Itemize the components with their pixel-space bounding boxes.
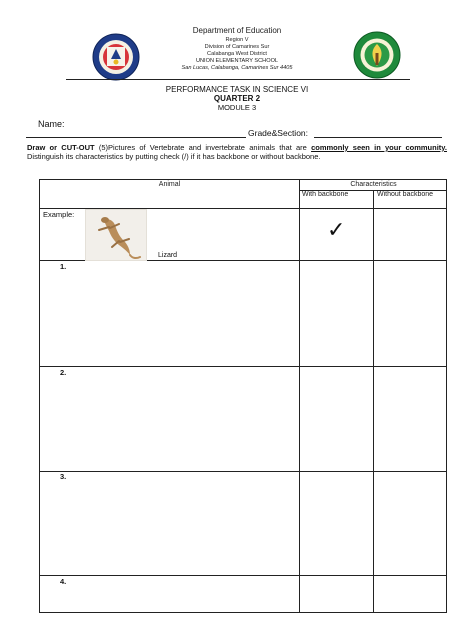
instructions-text-1: (5)Pictures of Vertebrate and invertebrate animals that are [94,143,312,152]
grade-section-field[interactable] [314,128,442,138]
column-header-characteristics: Characteristics [350,181,397,188]
check-mark-icon: ✓ [327,218,346,243]
row-number-4: 4. [60,577,67,586]
row-number-3: 3. [60,472,67,481]
name-field[interactable] [26,128,246,138]
column-header-without-backbone: Without backbone [377,191,434,198]
header-divider [66,79,410,80]
school-address: San Lucas, Calabanga, Camarines Sur 4405 [181,65,293,71]
name-grade-row [26,128,450,140]
instructions-text-2: Distinguish its characteristics by putting check (/) if it has backbone or without backbone. [27,151,321,161]
name-label: Name: [38,119,65,129]
instructions [27,144,447,161]
page-title: PERFORMANCE TASK IN SCIENCE VI [165,85,309,94]
grade-section-label: Grade&Section: [248,128,309,138]
division-name: Division of Camarines Sur [204,44,270,50]
row-number-1: 1. [60,262,67,271]
lizard-photo [85,209,147,261]
school-name: UNION ELEMENTARY SCHOOL [195,58,279,64]
instructions-lead: Draw or CUT-OUT [27,143,95,152]
instructions-emphasis: commonly seen in your community. [311,143,448,152]
lizard-icon [86,210,147,261]
example-animal-name: Lizard [158,252,178,259]
column-header-animal: Animal [158,181,181,188]
row-number-2: 2. [60,368,67,377]
region-name: Region V [225,37,249,43]
column-header-with-backbone: With backbone [302,191,349,198]
animal-table [39,179,447,613]
example-label: Example: [43,210,75,219]
department-name: Department of Education [192,26,282,35]
district-name: Calabanga West District [207,51,267,57]
module-label: MODULE 3 [217,103,257,112]
quarter-label: QUARTER 2 [213,94,261,103]
